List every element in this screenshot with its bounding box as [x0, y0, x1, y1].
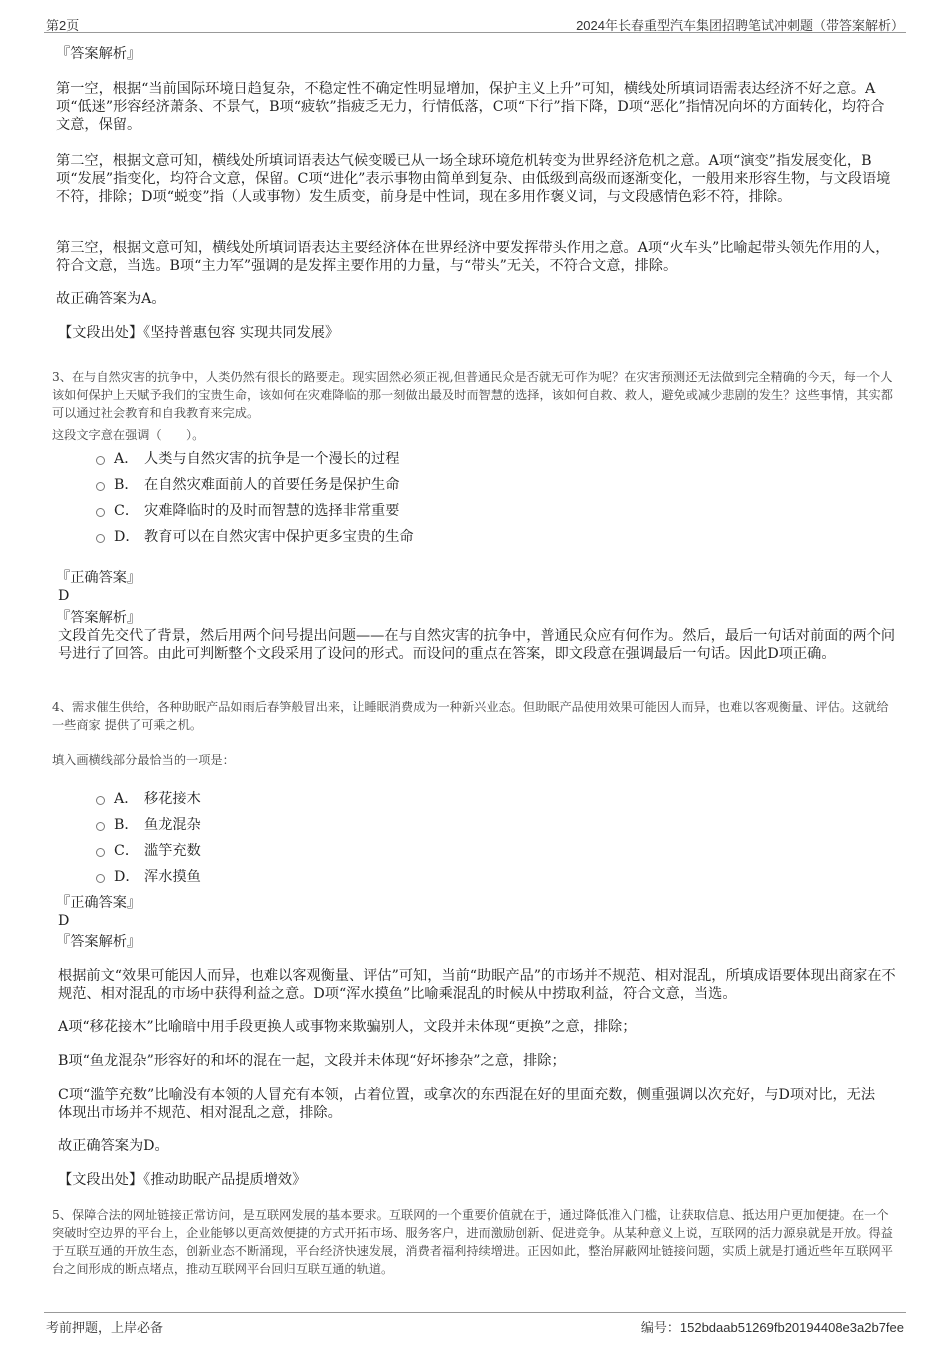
radio-icon[interactable]	[96, 456, 105, 465]
q3-options	[56, 446, 856, 550]
radio-icon[interactable]	[96, 874, 105, 883]
radio-icon[interactable]	[96, 534, 105, 543]
document-title: 2024年长春重型汽车集团招聘笔试冲刺题（带答案解析）	[576, 18, 904, 33]
q4-analysis-p1: 根据前文“效果可能因人而异，也难以客观衡量、评估”可知，当前“助眠产品”的市场并不规范、相对混乱，所填成语要体现出商家在不规范、相对混乱的市场中获得利益之意。D项“浑水摸鱼”比喻乘混乱的时候从中捞取利益，符合文意，当选。	[58, 968, 896, 1002]
q4-answer: D	[58, 913, 70, 929]
option-text: 在自然灾难面前人的首要任务是保护生命	[144, 477, 400, 493]
q3-stem: 3、在与自然灾害的抗争中，人类仍然有很长的路要走。现实固然必须正视,但普通民众是否就无可作为呢？在灾害预测还无法做到完全精确的今天，每一个人该如何保护上天赋予我们的宝贵生命，该如何在灾难降临的那一刻做出最及时而智慧的选择，该如何自救、救人，避免或减少悲剧的发生？这些事情，其实都可以通过社会教育和自我教育来完成。	[52, 370, 893, 420]
radio-icon[interactable]	[96, 848, 105, 857]
q3-option-c[interactable]	[56, 498, 856, 524]
q4-source: 【文段出处】《推动助眠产品提质增效》	[58, 1172, 307, 1188]
option-letter: A．	[114, 791, 139, 807]
q2-analysis-p1: 第一空，根据“当前国际环境日趋复杂，不稳定性不确定性明显增加，保护主义上升”可知，横线处所填词语需表达经济不好之意。A项“低迷”形容经济萧条、不景气，B项“疲软”指疲乏无力，行情低落，C项“下行”指下降，D项“恶化”指情况向坏的方面转化，均符合文意，保留。	[56, 81, 885, 133]
q5-stem: 5、保障合法的网址链接正常访问，是互联网发展的基本要求。互联网的一个重要价值就在于，通过降低准入门槛，让获取信息、抵达用户更加便捷。在一个突破时空边界的平台上，企业能够以更高效便捷的方式开拓市场、服务客户，进而激励创新、促进竞争。从某种意义上说，互联网的活力源泉就是开放。得益于互联互通的开放生态，创新业态不断涌现，平台经济快速发展，消费者福利持续增进。正因如此，整治屏蔽网址链接问题，实质上就是打通近些年互联网平台之间形成的断点堵点，推动互联网平台回归互联互通的轨道。	[52, 1208, 893, 1276]
q4-analysis-label: 『答案解析』	[56, 934, 142, 950]
q4-prompt: 填入画横线部分最恰当的一项是：	[52, 753, 235, 767]
q3-option-d[interactable]	[56, 524, 856, 550]
q3-analysis-label: 『答案解析』	[56, 610, 142, 626]
radio-icon[interactable]	[96, 822, 105, 831]
q3-analysis: 文段首先交代了背景，然后用两个问号提出问题——在与自然灾害的抗争中，普通民众应有何作为。然后，最后一句话对前面的两个问号进行了回答。由此可判断整个文段采用了设问的形式。而设问的重点在答案，即文段意在强调最后一句话。因此D项正确。	[58, 628, 896, 662]
q4-analysis-p3: B项“鱼龙混杂”形容好的和坏的混在一起，文段并未体现“好坏掺杂”之意，排除；	[58, 1053, 566, 1069]
radio-icon[interactable]	[96, 482, 105, 491]
option-letter: B．	[114, 477, 139, 493]
option-letter: C．	[114, 843, 140, 859]
option-text: 教育可以在自然灾害中保护更多宝贵的生命	[144, 529, 414, 545]
option-letter: B．	[114, 817, 139, 833]
option-text: 人类与自然灾害的抗争是一个漫长的过程	[144, 451, 400, 467]
page-header	[44, 12, 906, 33]
radio-icon[interactable]	[96, 508, 105, 517]
page-footer	[44, 1312, 906, 1335]
q4-options	[56, 786, 856, 890]
page-number: 第2页	[46, 18, 80, 33]
option-text: 灾难降临时的及时而智慧的选择非常重要	[144, 503, 400, 519]
q2-analysis-label: 『答案解析』	[56, 46, 142, 62]
option-text: 鱼龙混杂	[144, 817, 201, 833]
q4-option-a[interactable]	[56, 786, 856, 812]
q4-conclusion: 故正确答案为D。	[58, 1138, 169, 1154]
option-text: 移花接木	[144, 791, 201, 807]
q3-option-a[interactable]	[56, 446, 856, 472]
option-letter: D．	[114, 869, 140, 885]
q4-analysis-p2: A项“移花接木”比喻暗中用手段更换人或事物来欺骗别人，文段并未体现“更换”之意，排除；	[58, 1019, 637, 1035]
q3-prompt: 这段文字意在强调（ ）。	[52, 428, 205, 442]
footer-slogan: 考前押题，上岸必备	[46, 1320, 164, 1335]
option-letter: D．	[114, 529, 140, 545]
q4-option-b[interactable]	[56, 812, 856, 838]
q2-analysis-p2: 第二空，根据文意可知，横线处所填词语表达气候变暖已从一场全球环境危机转变为世界经济危机之意。A项“演变”指发展变化，B项“发展”指变化，均符合文意，保留。C项“进化”表示事物由简单到复杂、由低级到高级而逐渐变化，一般用来形容生物，与文段语境不符，排除；D项“蜕变”指（人或事物）发生质变，前身是中性词，现在多用作褒义词，与文段感情色彩不符，排除。	[56, 153, 891, 205]
q3-answer-label: 『正确答案』	[56, 570, 142, 586]
q4-option-c[interactable]	[56, 838, 856, 864]
q2-source: 【文段出处】《坚持普惠包容 实现共同发展》	[58, 325, 340, 341]
q4-option-d[interactable]	[56, 864, 856, 890]
q2-conclusion: 故正确答案为A。	[56, 291, 166, 307]
q4-stem: 4、需求催生供给，各种助眠产品如雨后春笋般冒出来，让睡眠消费成为一种新兴业态。但助眠产品使用效果可能因人而异，也难以客观衡量、评估。这就给一些商家 提供了可乘之机。	[52, 700, 889, 732]
q3-option-b[interactable]	[56, 472, 856, 498]
document-id: 编号：152bdaab51269fb20194408e3a2b7fee	[640, 1320, 904, 1335]
q2-analysis-p3: 第三空，根据文意可知，横线处所填词语表达主要经济体在世界经济中要发挥带头作用之意。A项“火车头”比喻起带头领先作用的人，符合文意，当选。B项“主力军”强调的是发挥主要作用的力量，与“带头”无关，不符合文意，排除。	[56, 240, 890, 274]
q3-answer: D	[58, 588, 70, 604]
option-text: 滥竽充数	[144, 843, 201, 859]
q4-analysis-p4: C项“滥竽充数”比喻没有本领的人冒充有本领，占着位置，或拿次的东西混在好的里面充数，侧重强调以次充好，与D项对比，无法体现出市场并不规范、相对混乱之意，排除。	[58, 1087, 876, 1121]
option-text: 浑水摸鱼	[144, 869, 201, 885]
option-letter: A．	[114, 451, 139, 467]
option-letter: C．	[114, 503, 140, 519]
radio-icon[interactable]	[96, 796, 105, 805]
q4-answer-label: 『正确答案』	[56, 895, 142, 911]
